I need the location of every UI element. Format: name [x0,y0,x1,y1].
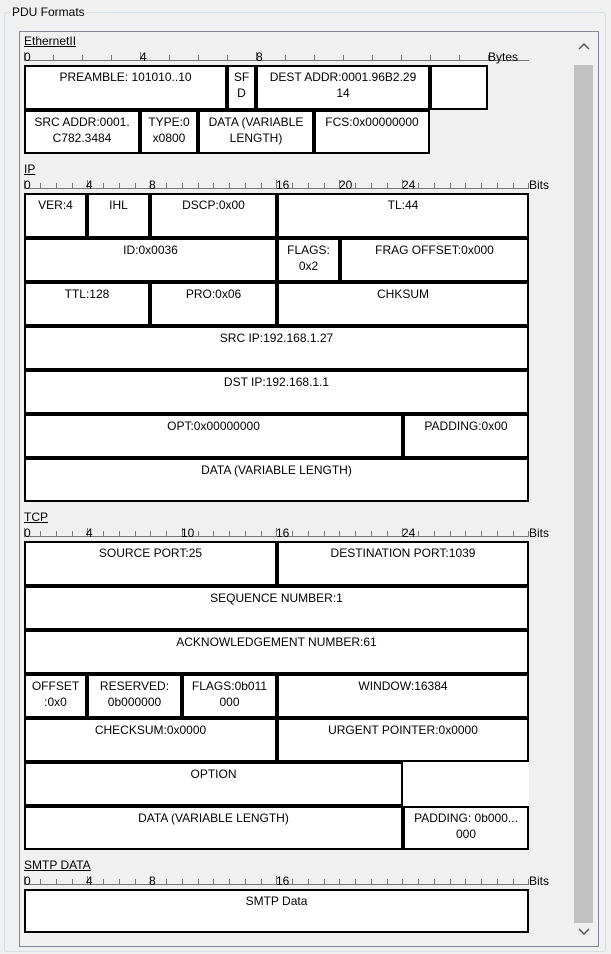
eth-dest-addr-continued [430,65,488,110]
ip-data-field[interactable]: DATA (VARIABLE LENGTH) [24,458,529,502]
ruler-label: 0 [24,50,31,64]
ruler-label: 0 [24,178,31,192]
ip-protocol-field[interactable]: PRO:0x06 [150,282,277,326]
tcp-urgent-pointer-field[interactable]: URGENT POINTER:0x0000 [277,718,529,762]
tcp-option-blank [403,762,529,806]
eth-preamble-field[interactable]: PREAMBLE: 101010..10 [24,65,227,110]
ip-section-title: IP [24,162,36,176]
tcp-checksum-field[interactable]: CHECKSUM:0x0000 [24,718,277,762]
ip-frag-offset-field[interactable]: FRAG OFFSET:0x000 [340,238,529,282]
scroll-down-button[interactable] [572,920,596,944]
ip-padding-field[interactable]: PADDING:0x00 [403,414,529,458]
smtp-unit-label: Bits [529,874,550,888]
ruler-label: 4 [86,178,93,192]
ip-id-field[interactable]: ID:0x0036 [24,238,277,282]
eth-fcs-field[interactable]: FCS:0x00000000 [314,110,430,154]
ip-src-field[interactable]: SRC IP:192.168.1.27 [24,326,529,370]
tcp-source-port-field[interactable]: SOURCE PORT:25 [24,541,277,586]
ruler-label: 10 [181,526,195,540]
ruler-label: 4 [140,50,147,64]
tcp-padding-field[interactable]: PADDING: 0b000... 000 [403,806,529,850]
ruler-label: 16 [276,526,290,540]
smtp-data-field[interactable]: SMTP Data [24,889,529,933]
chevron-up-icon [578,42,590,50]
ruler-label: 4 [86,526,93,540]
eth-sfd-field[interactable]: SF D [227,65,256,110]
smtp-section-title: SMTP DATA [24,858,91,872]
ruler-label: 24 [402,178,416,192]
tcp-section-title: TCP [24,510,48,524]
tcp-flags-field[interactable]: FLAGS:0b011 000 [182,674,277,718]
scroll-up-button[interactable] [572,34,596,58]
tcp-option-field[interactable]: OPTION [24,762,403,806]
ip-checksum-field[interactable]: CHKSUM [277,282,529,326]
ruler-label: 0 [24,526,31,540]
eth-src-addr-field[interactable]: SRC ADDR:0001. C782.3484 [24,110,140,154]
tcp-data-field[interactable]: DATA (VARIABLE LENGTH) [24,806,403,850]
eth-type-field[interactable]: TYPE:0 x0800 [140,110,198,154]
tcp-offset-field[interactable]: OFFSET :0x0 [24,674,87,718]
ruler-label: 0 [24,874,31,888]
pdu-scroll-panel [19,31,599,947]
ethernet-section-title: EthernetII [24,34,77,48]
tcp-unit-label: Bits [529,526,550,540]
ip-dscp-field[interactable]: DSCP:0x00 [150,193,277,238]
ip-dst-field[interactable]: DST IP:192.168.1.1 [24,370,529,414]
ruler-label: 8 [149,874,156,888]
ruler-label: 8 [149,178,156,192]
ip-tl-field[interactable]: TL:44 [277,193,529,238]
ruler-label: 20 [339,178,353,192]
ruler-label: 8 [256,50,263,64]
tcp-destination-port-field[interactable]: DESTINATION PORT:1039 [277,541,529,586]
tcp-window-field[interactable]: WINDOW:16384 [277,674,529,718]
ruler-label: 16 [276,178,290,192]
group-title: PDU Formats [12,5,85,19]
ruler-label: 16 [276,874,290,888]
ruler-label: 24 [402,526,416,540]
ip-unit-label: Bits [529,178,550,192]
ip-ver-field[interactable]: VER:4 [24,193,87,238]
chevron-down-icon [578,928,590,936]
scrollbar-thumb[interactable] [574,65,593,923]
tcp-reserved-field[interactable]: RESERVED: 0b000000 [87,674,182,718]
ethernet-ruler [24,50,529,64]
tcp-sequence-field[interactable]: SEQUENCE NUMBER:1 [24,586,529,630]
tcp-ack-field[interactable]: ACKNOWLEDGEMENT NUMBER:61 [24,630,529,674]
ip-flags-field[interactable]: FLAGS: 0x2 [277,238,340,282]
ruler-label: 4 [86,874,93,888]
ip-ttl-field[interactable]: TTL:128 [24,282,150,326]
ethernet-unit-label: Bytes [488,50,519,64]
eth-data-field[interactable]: DATA (VARIABLE LENGTH) [198,110,314,154]
ip-ihl-field[interactable]: IHL [87,193,150,238]
eth-dest-addr-field[interactable]: DEST ADDR:0001.96B2.29 14 [256,65,430,110]
ip-options-field[interactable]: OPT:0x00000000 [24,414,403,458]
